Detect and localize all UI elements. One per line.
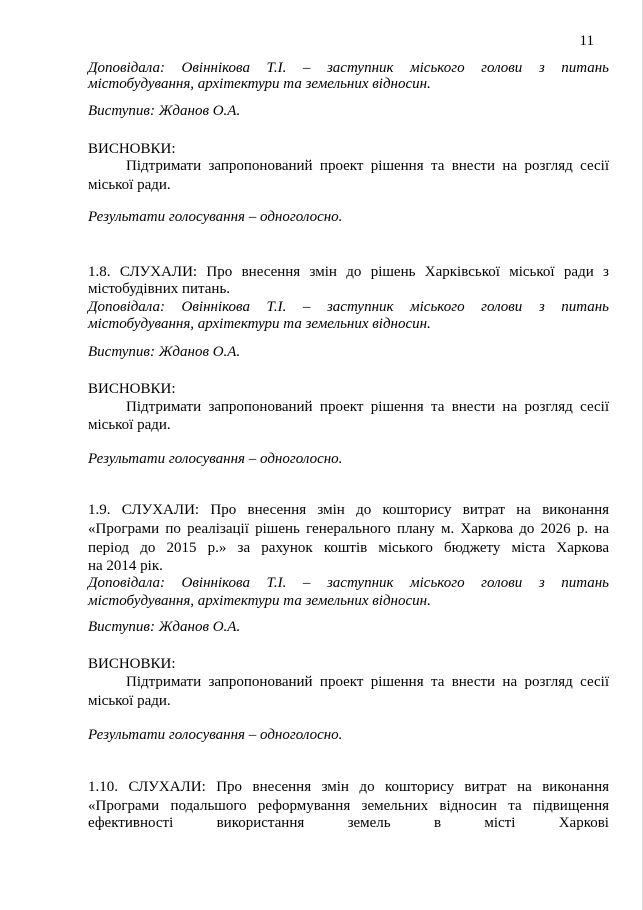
speech-line: Виступив: Жданов О.А.	[88, 103, 241, 119]
heard-line-cont: період до 2015 р.» за рахунок коштів міського бюджету міста Харкова	[88, 540, 609, 556]
heard-line-cont: на 2014 рік.	[88, 558, 163, 574]
word: земель	[347, 815, 391, 831]
speaker-line: Доповідала: Овіннікова Т.І. – заступник міського голови з питань	[88, 575, 609, 591]
speech-line: Виступив: Жданов О.А.	[88, 344, 241, 360]
conclusion-line: Підтримати запропонований проект рішення та внести на розгляд сесії	[126, 399, 609, 415]
vote-result: Результати голосування – одноголосно.	[88, 727, 343, 743]
heard-line: 1.10. СЛУХАЛИ: Про внесення змін до кошторису витрат на виконання	[88, 779, 609, 795]
heard-line-cont: містобудівних питань.	[88, 281, 231, 297]
vote-result: Результати голосування – одноголосно.	[88, 451, 343, 467]
conclusion-line-cont: міської ради.	[88, 417, 171, 433]
speaker-line: Доповідала: Овіннікова Т.І. – заступник міського голови з питань	[88, 299, 609, 315]
heard-line-cont: «Програми подальшого реформування земельних відносин та підвищення	[88, 798, 609, 814]
conclusion-line: Підтримати запропонований проект рішення та внести на розгляд сесії	[126, 674, 609, 690]
conclusion-line: Підтримати запропонований проект рішення та внести на розгляд сесії	[126, 158, 609, 174]
word: ефективності	[88, 815, 174, 831]
heard-line-cont: «Програми по реалізації рішень генерального плану м. Харкова до 2026 р. на	[88, 521, 609, 537]
speech-line: Виступив: Жданов О.А.	[88, 619, 241, 635]
speaker-line-cont: містобудування, архітектури та земельних відносин.	[88, 76, 431, 92]
word: в	[433, 815, 442, 831]
word: місті	[484, 815, 516, 831]
conclusion-line-cont: міської ради.	[88, 693, 171, 709]
speaker-line-cont: містобудування, архітектури та земельних відносин.	[88, 593, 431, 609]
heard-line-cont	[88, 813, 609, 834]
conclusion-line-cont: міської ради.	[88, 177, 171, 193]
vote-result: Результати голосування – одноголосно.	[88, 209, 343, 225]
word: використання	[216, 815, 305, 831]
page-number: 11	[579, 33, 594, 49]
heard-line: 1.9. СЛУХАЛИ: Про внесення змін до кошторису витрат на виконання	[88, 502, 609, 518]
word: Харкові	[558, 815, 609, 831]
speaker-line: Доповідала: Овіннікова Т.І. – заступник міського голови з питань	[88, 60, 609, 76]
conclusions-heading: ВИСНОВКИ:	[88, 381, 176, 397]
conclusions-heading: ВИСНОВКИ:	[88, 656, 176, 672]
conclusions-heading: ВИСНОВКИ:	[88, 141, 176, 157]
heard-line: 1.8. СЛУХАЛИ: Про внесення змін до рішень Харківської міської ради з	[88, 264, 609, 280]
speaker-line-cont: містобудування, архітектури та земельних відносин.	[88, 316, 431, 332]
